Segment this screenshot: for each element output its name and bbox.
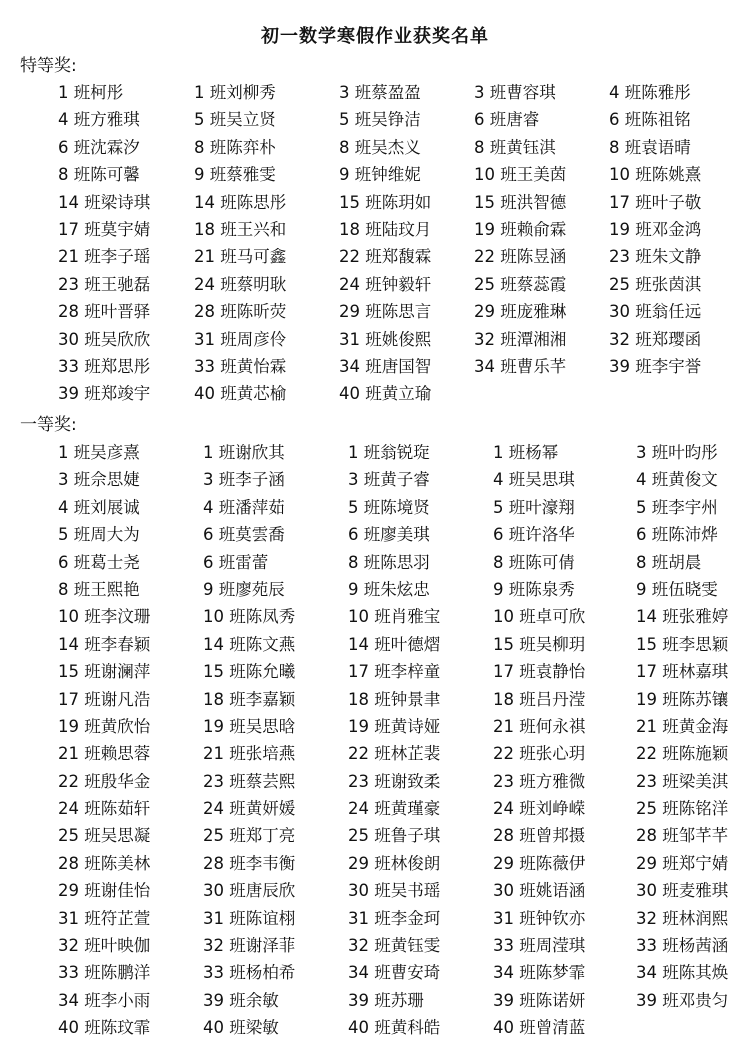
winner-entry: 1 班刘柳秀 [194, 83, 276, 102]
winner-entry: 8 班胡晨 [636, 552, 702, 572]
winner-entry: 30 班姚语涵 [493, 881, 586, 901]
winner-entry: 40 班黄芯榆 [194, 384, 287, 404]
winner-entry: 14 班张雅婷 [636, 607, 729, 627]
winner-entry: 5 班李宇州 [636, 497, 718, 517]
winner-entry: 17 班李梓童 [348, 662, 441, 682]
winner-entry: 21 班张培燕 [203, 744, 296, 764]
winner-entry: 24 班蔡明耿 [194, 274, 287, 294]
winner-entry: 8 班陈弈朴 [194, 137, 276, 157]
winner-entry: 39 班陈诺妍 [493, 990, 586, 1010]
winner-entry: 25 班蔡蕊霞 [474, 274, 567, 294]
winner-entry: 22 班陈施颖 [636, 744, 729, 764]
winner-entry: 10 班李汶珊 [58, 607, 151, 627]
winner-entry: 21 班何永祺 [493, 716, 586, 736]
winner-entry: 6 班廖美琪 [348, 525, 430, 545]
winner-entry: 40 班黄科皓 [348, 1018, 441, 1038]
winner-entry: 33 班杨茜涵 [636, 936, 729, 956]
winner-entry: 17 班叶子敬 [609, 192, 702, 212]
section-heading-first-prize: 一等奖: [20, 415, 77, 435]
winner-entry: 30 班麦雅琪 [636, 881, 729, 901]
winner-entry: 34 班曹安琦 [348, 963, 441, 983]
winner-entry: 14 班叶德熠 [348, 634, 441, 654]
winner-entry: 17 班林嘉琪 [636, 662, 729, 682]
winner-entry: 9 班钟维妮 [339, 165, 421, 185]
winner-entry: 10 班陈姚熹 [609, 165, 702, 185]
winner-entry: 31 班姚俊熙 [339, 329, 432, 349]
winner-entry: 23 班方雅微 [493, 771, 586, 791]
winner-entry: 1 班谢欣其 [203, 443, 285, 462]
winner-entry: 8 班陈可馨 [58, 165, 140, 185]
winner-entry: 30 班翁任远 [609, 302, 702, 322]
winner-entry: 25 班郑丁亮 [203, 826, 296, 846]
winner-entry: 9 班蔡雅雯 [194, 165, 276, 185]
winner-entry: 4 班黄俊文 [636, 470, 718, 490]
winner-entry: 22 班郑馥霖 [339, 247, 432, 267]
winner-entry: 29 班谢佳怡 [58, 881, 151, 901]
winner-entry: 31 班李金珂 [348, 908, 441, 928]
winner-entry: 3 班蔡盈盈 [339, 83, 421, 102]
winner-entry: 19 班赖俞霖 [474, 219, 567, 239]
winner-entry: 29 班郑宁婧 [636, 853, 729, 873]
winner-entry: 17 班莫宇婧 [58, 219, 151, 239]
winner-entry: 14 班陈文燕 [203, 634, 296, 654]
winner-entry: 32 班林润熙 [636, 908, 729, 928]
winner-entry: 23 班王驰磊 [58, 274, 151, 294]
winner-entry: 21 班李子瑶 [58, 247, 151, 267]
winner-entry: 28 班曾邦摄 [493, 826, 586, 846]
winner-entry: 8 班陈思羽 [348, 552, 430, 572]
winner-entry: 22 班陈昱涵 [474, 247, 567, 267]
winner-entry: 39 班郑竣宇 [58, 384, 151, 404]
winner-entry: 6 班唐睿 [474, 110, 540, 130]
winner-entry: 39 班邓贵匀 [636, 990, 729, 1010]
winner-entry: 30 班吴书瑶 [348, 881, 441, 901]
winner-entry: 21 班马可鑫 [194, 247, 287, 267]
winner-entry: 17 班谢凡浩 [58, 689, 151, 709]
winner-entry: 14 班李春颖 [58, 634, 151, 654]
winner-entry: 17 班袁静怡 [493, 662, 586, 682]
winner-entry: 34 班曹乐芊 [474, 356, 567, 376]
winner-entry: 31 班周彦伶 [194, 329, 287, 349]
winner-entry: 34 班李小雨 [58, 990, 151, 1010]
winner-entry: 5 班周大为 [58, 525, 140, 545]
winner-entry: 22 班殷华金 [58, 771, 151, 791]
winner-entry: 28 班叶晋驿 [58, 302, 151, 322]
winner-entry: 5 班叶濠翔 [493, 497, 575, 517]
winner-entry: 32 班潭湘湘 [474, 329, 567, 349]
winner-entry: 21 班赖思蓉 [58, 744, 151, 764]
winner-entry: 8 班袁语晴 [609, 137, 691, 157]
winner-entry: 1 班吴彦熹 [58, 443, 140, 462]
winner-entry: 24 班黄妍媛 [203, 799, 296, 819]
winner-entry: 19 班陈苏镶 [636, 689, 729, 709]
winner-entry: 28 班陈昕荧 [194, 302, 287, 322]
winner-entry: 23 班蔡芸熙 [203, 771, 296, 791]
winner-entry: 19 班吴思晗 [203, 716, 296, 736]
winner-entry: 28 班邹芊芊 [636, 826, 729, 846]
winner-entry: 33 班黄怡霖 [194, 356, 287, 376]
winner-entry: 6 班沈霖汐 [58, 137, 140, 157]
winner-entry: 15 班陈玥如 [339, 192, 432, 212]
winner-entry: 31 班钟钦亦 [493, 908, 586, 928]
winner-entry: 32 班黄钰雯 [348, 936, 441, 956]
winner-entry: 6 班莫雲喬 [203, 525, 285, 545]
winner-entry: 9 班廖苑辰 [203, 579, 285, 599]
winner-entry: 6 班陈沛烨 [636, 525, 718, 545]
winner-entry: 40 班陈玟霏 [58, 1018, 151, 1038]
winner-entry: 32 班谢泽菲 [203, 936, 296, 956]
winner-entry: 18 班陆玟月 [339, 219, 432, 239]
winner-entry: 1 班杨幂 [493, 443, 559, 462]
winner-entry: 15 班吴柳玥 [493, 634, 586, 654]
winner-entry: 28 班李韦衡 [203, 853, 296, 873]
winner-entry: 8 班黄钰淇 [474, 137, 556, 157]
winner-entry: 31 班符芷萱 [58, 908, 151, 928]
winner-entry: 34 班唐国智 [339, 356, 432, 376]
winner-entry: 29 班林俊朗 [348, 853, 441, 873]
winner-entry: 4 班刘展诚 [58, 497, 140, 517]
winner-entry: 24 班钟毅轩 [339, 274, 432, 294]
section-heading-special-prize: 特等奖: [20, 56, 77, 76]
winner-entry: 10 班卓可欣 [493, 607, 586, 627]
winner-entry: 15 班陈允曦 [203, 662, 296, 682]
winner-entry: 32 班叶映伽 [58, 936, 151, 956]
winner-entry: 25 班陈铭洋 [636, 799, 729, 819]
winner-entry: 24 班陈茹轩 [58, 799, 151, 819]
winner-entry: 6 班陈祖铭 [609, 110, 691, 130]
winner-entry: 5 班吴铮洁 [339, 110, 421, 130]
winner-entry: 23 班梁美淇 [636, 771, 729, 791]
winner-entry: 29 班庞雅琳 [474, 302, 567, 322]
winner-entry: 30 班吴欣欣 [58, 329, 151, 349]
winner-entry: 4 班吴思琪 [493, 470, 575, 490]
winner-entry: 8 班吴杰义 [339, 137, 421, 157]
winner-entry: 21 班黄金海 [636, 716, 729, 736]
winner-entry: 15 班洪智德 [474, 192, 567, 212]
winner-entry: 15 班李思颖 [636, 634, 729, 654]
winner-entry: 1 班翁锐琁 [348, 443, 430, 462]
winner-entry: 31 班陈谊栩 [203, 908, 296, 928]
winner-entry: 18 班钟景聿 [348, 689, 441, 709]
winner-entry: 14 班陈思彤 [194, 192, 287, 212]
special-prize-list [58, 79, 744, 408]
winner-entry: 34 班陈其焕 [636, 963, 729, 983]
winner-entry: 5 班吴立贤 [194, 110, 276, 130]
winner-entry: 9 班伍晓雯 [636, 579, 718, 599]
winner-entry: 4 班方雅琪 [58, 110, 140, 130]
document-title: 初一数学寒假作业获奖名单 [261, 26, 489, 47]
winner-entry: 28 班陈美林 [58, 853, 151, 873]
winner-entry: 3 班李子涵 [203, 470, 285, 490]
winner-entry: 6 班葛士尧 [58, 552, 140, 572]
winner-entry: 29 班陈思言 [339, 302, 432, 322]
winner-entry: 3 班佘思婕 [58, 470, 140, 490]
winner-entry: 3 班叶昀彤 [636, 443, 718, 462]
winner-entry: 4 班潘萍茹 [203, 497, 285, 517]
winner-entry: 33 班郑思彤 [58, 356, 151, 376]
winner-entry: 10 班王美茵 [474, 165, 567, 185]
winner-entry: 8 班王熙艳 [58, 579, 140, 599]
winner-entry: 25 班鲁子琪 [348, 826, 441, 846]
winner-entry: 32 班郑璎函 [609, 329, 702, 349]
winner-entry: 24 班黄瑾豪 [348, 799, 441, 819]
winner-entry: 18 班吕丹滢 [493, 689, 586, 709]
winner-entry: 10 班肖雅宝 [348, 607, 441, 627]
winner-entry: 25 班吴思凝 [58, 826, 151, 846]
winner-entry: 40 班黄立瑜 [339, 384, 432, 404]
winner-entry: 6 班雷蕾 [203, 552, 269, 572]
winner-entry: 22 班张心玥 [493, 744, 586, 764]
winner-entry: 9 班陈泉秀 [493, 579, 575, 599]
winner-entry: 3 班曹容琪 [474, 83, 556, 102]
winner-entry: 25 班张茵淇 [609, 274, 702, 294]
winner-entry: 33 班周滢琪 [493, 936, 586, 956]
winner-entry: 29 班陈薇伊 [493, 853, 586, 873]
winner-entry: 1 班柯彤 [58, 83, 124, 102]
winner-entry: 19 班黄诗娅 [348, 716, 441, 736]
winner-entry: 19 班黄欣怡 [58, 716, 151, 736]
winner-entry: 18 班李嘉颖 [203, 689, 296, 709]
first-prize-list [58, 439, 750, 1042]
winner-entry: 39 班余敏 [203, 990, 279, 1010]
winner-entry: 34 班陈梦霏 [493, 963, 586, 983]
winner-entry: 22 班林芷裴 [348, 744, 441, 764]
winner-entry: 23 班谢致柔 [348, 771, 441, 791]
winner-entry: 6 班许洛华 [493, 525, 575, 545]
winner-entry: 39 班李宇誉 [609, 356, 702, 376]
winner-entry: 10 班陈凤秀 [203, 607, 296, 627]
winner-entry: 33 班杨柏希 [203, 963, 296, 983]
winner-entry: 24 班刘峥嵘 [493, 799, 586, 819]
winner-entry: 5 班陈境贤 [348, 497, 430, 517]
winner-entry: 19 班邓金鸿 [609, 219, 702, 239]
winner-entry: 40 班梁敏 [203, 1018, 279, 1038]
winner-entry: 33 班陈鹏洋 [58, 963, 151, 983]
winner-entry: 14 班梁诗琪 [58, 192, 151, 212]
winner-entry: 9 班朱炫忠 [348, 579, 430, 599]
winner-entry: 4 班陈雅彤 [609, 83, 691, 102]
winner-entry: 30 班唐辰欣 [203, 881, 296, 901]
winner-entry: 3 班黄子睿 [348, 470, 430, 490]
winner-entry: 23 班朱文静 [609, 247, 702, 267]
winner-entry: 15 班谢澜萍 [58, 662, 151, 682]
winner-entry: 8 班陈可倩 [493, 552, 575, 572]
winner-entry: 39 班苏珊 [348, 990, 424, 1010]
winner-entry: 18 班王兴和 [194, 219, 287, 239]
winner-entry: 40 班曾清蓝 [493, 1018, 586, 1038]
